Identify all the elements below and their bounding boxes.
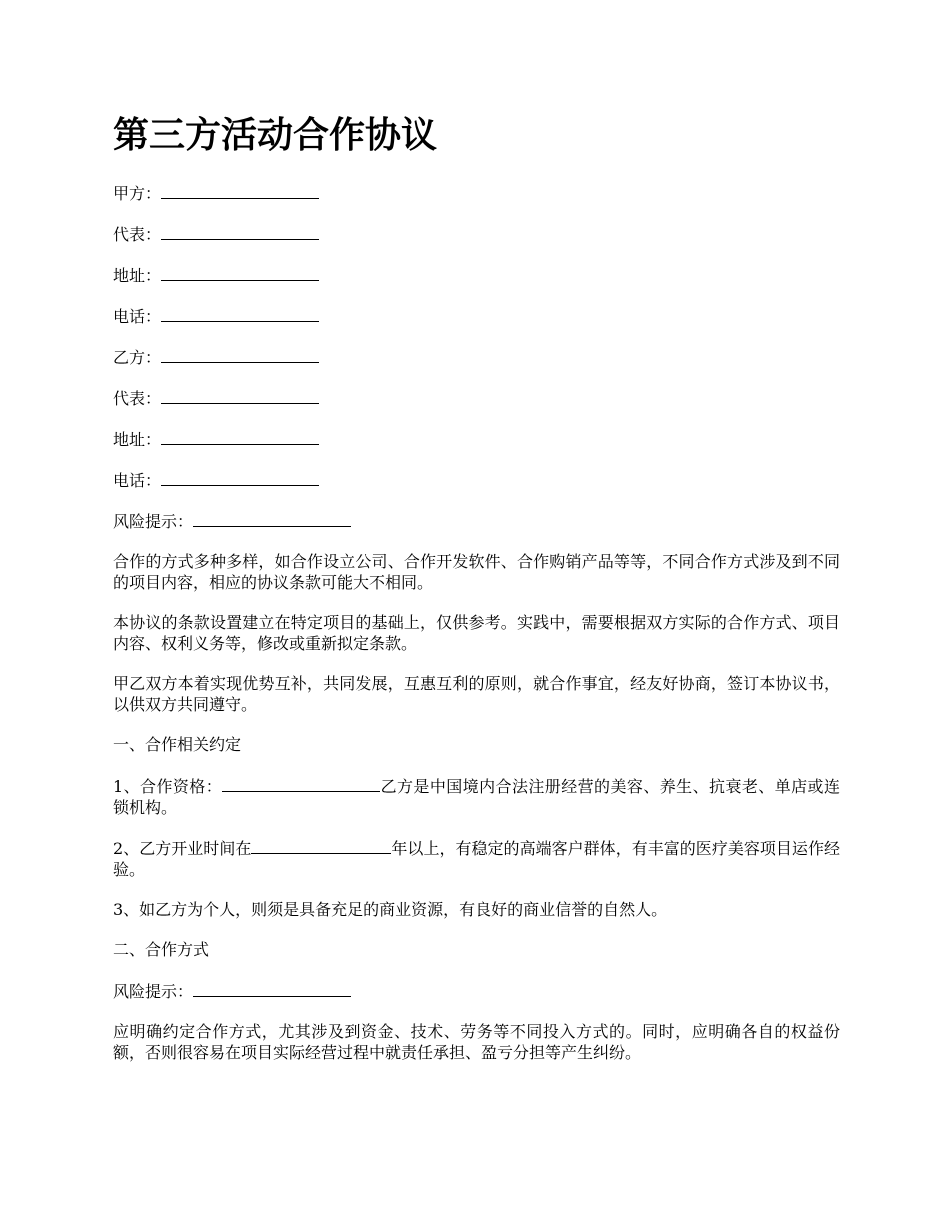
- field-label: 甲方：: [113, 184, 162, 203]
- intro-paragraph-2: 本协议的条款设置建立在特定项目的基础上，仅供参考。实践中，需要根据双方实际的合作方式、项目内容、权利义务等，修改或重新拟定条款。: [113, 613, 840, 653]
- document-page: [113, 112, 840, 1082]
- field-label: 电话：: [113, 307, 162, 326]
- intro-paragraph-1: 合作的方式多种多样，如合作设立公司、合作开发软件、合作购销产品等等，不同合作方式涉及到不同的项目内容，相应的协议条款可能大不相同。: [113, 552, 840, 592]
- clause-1-blank[interactable]: [222, 775, 380, 792]
- party-b-field: [113, 346, 840, 368]
- field-label: 代表：: [113, 389, 162, 408]
- party-a-phone-field: [113, 305, 840, 327]
- party-a-blank[interactable]: [161, 182, 319, 199]
- field-label: 风险提示：: [113, 512, 194, 531]
- clause-1-prefix: 1、合作资格：: [113, 777, 223, 796]
- document-title: 第三方活动合作协议: [113, 115, 438, 156]
- section-1-heading: 一、合作相关约定: [113, 735, 242, 754]
- party-b-address-blank[interactable]: [161, 428, 319, 445]
- field-label: 风险提示：: [113, 982, 194, 1001]
- party-b-representative-blank[interactable]: [161, 387, 319, 404]
- party-b-address-field: [113, 428, 840, 450]
- party-b-representative-field: [113, 387, 840, 409]
- party-a-address-blank[interactable]: [161, 264, 319, 281]
- field-label: 地址：: [113, 266, 162, 285]
- party-a-representative-blank[interactable]: [161, 223, 319, 240]
- party-b-phone-field: [113, 469, 840, 491]
- section-2-risk-tip-blank[interactable]: [193, 980, 351, 997]
- clause-2-suffix: 年以上，有稳定的高端客户群体，有丰富的医疗美容项目运作经验。: [113, 839, 840, 879]
- section-2-paragraph: 应明确约定合作方式，尤其涉及到资金、技术、劳务等不同投入方式的。同时，应明确各自的权益份额，否则很容易在项目实际经营过程中就责任承担、盈亏分担等产生纠纷。: [113, 1022, 840, 1062]
- clause-2: [113, 837, 840, 880]
- clause-2-blank[interactable]: [251, 837, 391, 854]
- field-label: 代表：: [113, 225, 162, 244]
- risk-tip-blank[interactable]: [193, 510, 351, 527]
- intro-paragraph-3: 甲乙双方本着实现优势互补，共同发展，互惠互利的原则，就合作事宜，经友好协商，签订本协议书，以供双方共同遵守。: [113, 674, 840, 714]
- section-2-risk-tip-field: [113, 980, 840, 1002]
- clause-1-suffix: 乙方是中国境内合法注册经营的美容、养生、抗衰老、单店或连锁机构。: [113, 777, 840, 817]
- party-b-blank[interactable]: [161, 346, 319, 363]
- field-label: 电话：: [113, 471, 162, 490]
- clause-2-prefix: 2、乙方开业时间在: [113, 839, 252, 858]
- party-a-field: [113, 182, 840, 204]
- party-a-address-field: [113, 264, 840, 286]
- party-a-representative-field: [113, 223, 840, 245]
- clause-3: 3、如乙方为个人，则须是具备充足的商业资源，有良好的商业信誉的自然人。: [113, 900, 668, 919]
- party-b-phone-blank[interactable]: [161, 469, 319, 486]
- field-label: 乙方：: [113, 348, 162, 367]
- section-2-heading: 二、合作方式: [113, 940, 210, 959]
- party-a-phone-blank[interactable]: [161, 305, 319, 322]
- risk-tip-field: [113, 510, 840, 532]
- field-label: 地址：: [113, 430, 162, 449]
- clause-1: [113, 775, 840, 818]
